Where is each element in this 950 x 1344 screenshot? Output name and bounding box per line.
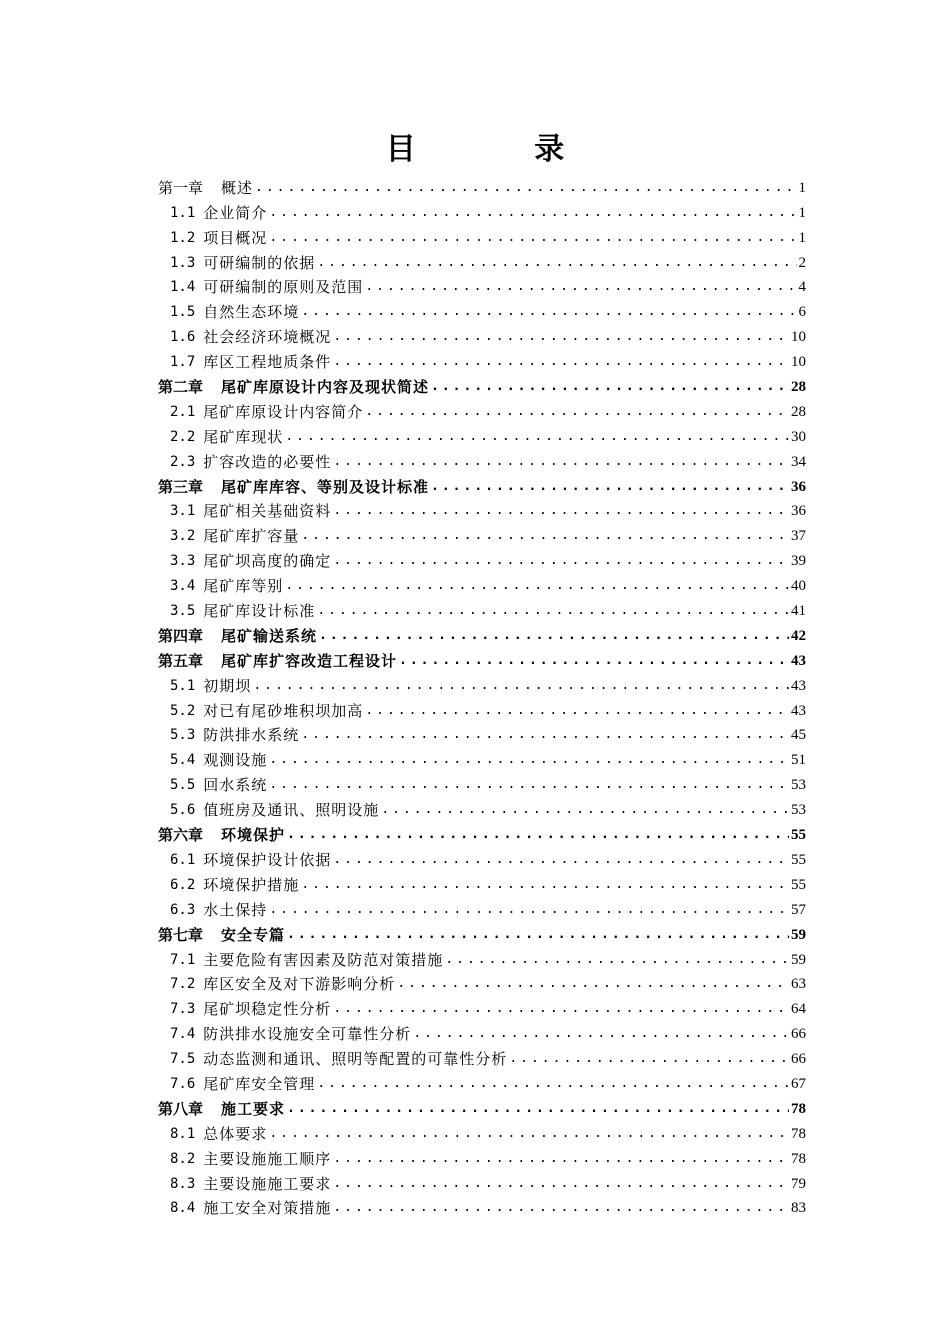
toc-entry-title: 主要危险有害因素及防范对策措施 <box>203 950 444 969</box>
toc-page-number: 59 <box>791 926 806 943</box>
toc-chapter-entry[interactable] <box>158 173 806 198</box>
toc-entry-title: 尾矿库等别 <box>203 577 284 596</box>
toc-page-number: 59 <box>791 951 806 968</box>
toc-entry-title: 自然生态环境 <box>203 303 300 322</box>
toc-section-entry[interactable] <box>158 1194 806 1219</box>
toc-page-number: 78 <box>791 1100 806 1117</box>
toc-section-entry[interactable] <box>158 1069 806 1094</box>
table-of-contents <box>158 173 806 1218</box>
toc-section-entry[interactable] <box>158 571 806 596</box>
toc-section-entry[interactable] <box>158 721 806 746</box>
toc-dot-leader <box>365 402 789 422</box>
toc-page-number: 43 <box>791 702 806 719</box>
toc-dot-leader <box>287 825 789 845</box>
toc-entry-number: 8.1 <box>170 1125 196 1142</box>
toc-entry-number: 7.3 <box>170 1001 196 1018</box>
toc-dot-leader <box>333 850 789 870</box>
toc-entry-title: 可研编制的原则及范围 <box>203 278 364 297</box>
toc-section-entry[interactable] <box>158 397 806 422</box>
toc-dot-leader <box>381 800 789 820</box>
toc-section-entry[interactable] <box>158 1044 806 1069</box>
toc-entry-number: 7.5 <box>170 1051 196 1068</box>
toc-entry-number: 1.4 <box>170 279 196 296</box>
toc-page-number: 28 <box>791 403 806 420</box>
toc-dot-leader <box>287 1099 789 1119</box>
toc-chapter-entry[interactable] <box>158 621 806 646</box>
toc-page-number: 10 <box>791 354 806 371</box>
toc-entry-title: 施工要求 <box>221 1099 286 1118</box>
toc-entry-title: 库区工程地质条件 <box>203 353 332 372</box>
toc-entry-number: 7.6 <box>170 1075 196 1092</box>
toc-entry-number: 1.5 <box>170 304 196 321</box>
toc-entry-number: 1.6 <box>170 329 196 346</box>
toc-dot-leader <box>431 377 789 397</box>
toc-page-number: 64 <box>791 1001 806 1018</box>
toc-dot-leader <box>269 900 789 920</box>
toc-section-entry[interactable] <box>158 497 806 522</box>
toc-chapter-entry[interactable] <box>158 472 806 497</box>
toc-dot-leader <box>333 551 789 571</box>
toc-entry-title: 环境保护设计依据 <box>203 850 332 869</box>
toc-entry-title: 安全专篇 <box>221 925 286 944</box>
toc-entry-number: 第五章 <box>158 651 204 670</box>
toc-dot-leader <box>333 1174 789 1194</box>
toc-page-number: 45 <box>791 727 806 744</box>
toc-chapter-entry[interactable] <box>158 1094 806 1119</box>
toc-page-number: 57 <box>791 901 806 918</box>
toc-entry-number: 5.1 <box>170 677 196 694</box>
toc-page-number: 37 <box>791 528 806 545</box>
toc-section-entry[interactable] <box>158 422 806 447</box>
toc-dot-leader <box>301 302 796 322</box>
toc-entry-number: 5.4 <box>170 752 196 769</box>
toc-section-entry[interactable] <box>158 1144 806 1169</box>
toc-section-entry[interactable] <box>158 273 806 298</box>
toc-dot-leader <box>509 1049 789 1069</box>
toc-entry-number: 第六章 <box>158 826 204 845</box>
toc-page-number: 4 <box>798 279 806 296</box>
toc-entry-title: 水土保持 <box>203 900 268 919</box>
toc-entry-number: 8.3 <box>170 1175 196 1192</box>
toc-entry-number: 1.3 <box>170 254 196 271</box>
toc-section-entry[interactable] <box>158 845 806 870</box>
toc-entry-title: 总体要求 <box>203 1124 268 1143</box>
toc-section-entry[interactable] <box>158 970 806 995</box>
toc-dot-leader <box>269 228 796 248</box>
toc-entry-number: 1.2 <box>170 229 196 246</box>
toc-entry-number: 3.4 <box>170 578 196 595</box>
toc-entry-number: 6.2 <box>170 876 196 893</box>
toc-section-entry[interactable] <box>158 945 806 970</box>
toc-entry-title: 扩容改造的必要性 <box>203 452 332 471</box>
toc-dot-leader <box>269 750 789 770</box>
toc-section-entry[interactable] <box>158 770 806 795</box>
page-title: 目 录 <box>385 132 619 167</box>
toc-dot-leader <box>333 1149 789 1169</box>
toc-dot-leader <box>445 950 789 970</box>
toc-entry-number: 5.5 <box>170 777 196 794</box>
toc-entry-title: 尾矿库扩容量 <box>203 527 300 546</box>
toc-entry-number: 第二章 <box>158 378 204 397</box>
toc-dot-leader <box>365 701 789 721</box>
toc-entry-title: 可研编制的依据 <box>203 253 316 272</box>
toc-page-number: 43 <box>791 652 806 669</box>
toc-entry-title: 尾矿库原设计内容及现状简述 <box>221 378 430 397</box>
toc-section-entry[interactable] <box>158 795 806 820</box>
toc-entry-title: 主要设施施工顺序 <box>203 1149 332 1168</box>
toc-page-number: 34 <box>791 453 806 470</box>
toc-page-number: 79 <box>791 1175 806 1192</box>
toc-section-entry[interactable] <box>158 521 806 546</box>
toc-entry-number: 7.4 <box>170 1026 196 1043</box>
toc-page-number: 43 <box>791 677 806 694</box>
toc-dot-leader <box>285 427 789 447</box>
toc-page-number: 78 <box>791 1150 806 1167</box>
toc-entry-title: 环境保护措施 <box>203 875 300 894</box>
toc-dot-leader <box>301 725 789 745</box>
toc-dot-leader <box>301 875 789 895</box>
toc-page-number: 53 <box>791 777 806 794</box>
toc-entry-title: 尾矿输送系统 <box>221 626 318 645</box>
toc-section-entry[interactable] <box>158 870 806 895</box>
toc-entry-title: 尾矿库现状 <box>203 427 284 446</box>
toc-page-number: 66 <box>791 1026 806 1043</box>
toc-dot-leader <box>333 327 789 347</box>
toc-page-number: 42 <box>791 627 806 644</box>
toc-dot-leader <box>397 974 789 994</box>
toc-entry-number: 2.3 <box>170 453 196 470</box>
toc-dot-leader <box>285 576 789 596</box>
toc-entry-number: 7.2 <box>170 976 196 993</box>
toc-page-number: 66 <box>791 1051 806 1068</box>
toc-dot-leader <box>333 352 789 372</box>
toc-entry-title: 初期坝 <box>203 676 252 695</box>
toc-entry-title: 概述 <box>221 178 254 197</box>
toc-entry-title: 观测设施 <box>203 751 268 770</box>
toc-page-number: 1 <box>798 204 806 221</box>
toc-entry-number: 第八章 <box>158 1099 204 1118</box>
toc-page-number: 63 <box>791 976 806 993</box>
toc-entry-number: 3.5 <box>170 603 196 620</box>
toc-dot-leader <box>413 1024 789 1044</box>
toc-section-entry[interactable] <box>158 696 806 721</box>
toc-dot-leader <box>301 526 789 546</box>
toc-dot-leader <box>319 626 789 646</box>
toc-dot-leader <box>253 676 789 696</box>
toc-page-number: 10 <box>791 329 806 346</box>
toc-page-number: 39 <box>791 553 806 570</box>
toc-dot-leader <box>287 925 789 945</box>
toc-section-entry[interactable] <box>158 198 806 223</box>
toc-page-number: 51 <box>791 752 806 769</box>
toc-page-number: 78 <box>791 1125 806 1142</box>
toc-dot-leader <box>317 1074 789 1094</box>
toc-section-entry[interactable] <box>158 297 806 322</box>
toc-section-entry[interactable] <box>158 994 806 1019</box>
toc-entry-title: 尾矿库扩容改造工程设计 <box>221 651 398 670</box>
toc-entry-number: 2.2 <box>170 428 196 445</box>
toc-entry-title: 库区安全及对下游影响分析 <box>203 975 396 994</box>
toc-dot-leader <box>269 775 789 795</box>
toc-entry-number: 6.3 <box>170 901 196 918</box>
toc-entry-number: 5.6 <box>170 802 196 819</box>
toc-section-entry[interactable] <box>158 671 806 696</box>
toc-entry-number: 1.1 <box>170 204 196 221</box>
toc-page-number: 6 <box>798 304 806 321</box>
toc-entry-number: 7.1 <box>170 951 196 968</box>
toc-page-number: 2 <box>798 254 806 271</box>
toc-entry-number: 8.2 <box>170 1150 196 1167</box>
toc-entry-number: 1.7 <box>170 354 196 371</box>
toc-section-entry[interactable] <box>158 322 806 347</box>
toc-dot-leader <box>255 178 796 198</box>
toc-entry-title: 尾矿库设计标准 <box>203 602 316 621</box>
toc-page-number: 30 <box>791 428 806 445</box>
toc-entry-title: 施工安全对策措施 <box>203 1199 332 1218</box>
toc-page-number: 36 <box>791 478 806 495</box>
toc-dot-leader <box>333 1198 789 1218</box>
toc-entry-title: 对已有尾砂堆积坝加高 <box>203 701 364 720</box>
toc-section-entry[interactable] <box>158 248 806 273</box>
toc-section-entry[interactable] <box>158 447 806 472</box>
toc-dot-leader <box>431 477 789 497</box>
toc-entry-title: 尾矿库安全管理 <box>203 1074 316 1093</box>
toc-chapter-entry[interactable] <box>158 820 806 845</box>
toc-dot-leader <box>333 501 789 521</box>
toc-page-number: 1 <box>798 229 806 246</box>
toc-section-entry[interactable] <box>158 745 806 770</box>
toc-entry-number: 3.2 <box>170 528 196 545</box>
toc-dot-leader <box>333 452 789 472</box>
toc-entry-number: 3.1 <box>170 503 196 520</box>
toc-entry-title: 尾矿坝稳定性分析 <box>203 1000 332 1019</box>
toc-entry-title: 防洪排水设施安全可靠性分析 <box>203 1025 412 1044</box>
toc-entry-title: 主要设施施工要求 <box>203 1174 332 1193</box>
toc-entry-title: 防洪排水系统 <box>203 726 300 745</box>
toc-section-entry[interactable] <box>158 223 806 248</box>
toc-entry-title: 尾矿库原设计内容简介 <box>203 402 364 421</box>
toc-dot-leader <box>317 253 796 273</box>
toc-entry-title: 值班房及通讯、照明设施 <box>203 801 380 820</box>
toc-page-number: 53 <box>791 802 806 819</box>
toc-entry-number: 3.3 <box>170 553 196 570</box>
toc-entry-number: 6.1 <box>170 851 196 868</box>
toc-entry-number: 8.4 <box>170 1200 196 1217</box>
toc-section-entry[interactable] <box>158 347 806 372</box>
toc-section-entry[interactable] <box>158 1119 806 1144</box>
toc-section-entry[interactable] <box>158 546 806 571</box>
toc-page-number: 36 <box>791 503 806 520</box>
toc-entry-number: 第一章 <box>158 178 204 197</box>
toc-entry-number: 第四章 <box>158 626 204 645</box>
toc-page-number: 1 <box>798 179 806 196</box>
toc-entry-title: 环境保护 <box>221 826 286 845</box>
toc-section-entry[interactable] <box>158 895 806 920</box>
toc-page-number: 40 <box>791 578 806 595</box>
toc-dot-leader <box>365 277 796 297</box>
toc-entry-title: 回水系统 <box>203 776 268 795</box>
toc-dot-leader <box>269 1124 789 1144</box>
toc-entry-title: 社会经济环境概况 <box>203 328 332 347</box>
toc-dot-leader <box>317 601 789 621</box>
toc-entry-title: 尾矿坝高度的确定 <box>203 552 332 571</box>
toc-entry-title: 动态监测和通讯、照明等配置的可靠性分析 <box>203 1050 508 1069</box>
toc-dot-leader <box>269 203 796 223</box>
toc-chapter-entry[interactable] <box>158 372 806 397</box>
toc-section-entry[interactable] <box>158 596 806 621</box>
toc-page-number: 28 <box>791 379 806 396</box>
toc-entry-number: 5.2 <box>170 702 196 719</box>
toc-section-entry[interactable] <box>158 1019 806 1044</box>
toc-dot-leader <box>399 651 789 671</box>
toc-section-entry[interactable] <box>158 1169 806 1194</box>
toc-page-number: 55 <box>791 827 806 844</box>
toc-entry-number: 第七章 <box>158 925 204 944</box>
toc-entry-title: 尾矿相关基础资料 <box>203 502 332 521</box>
toc-page-number: 55 <box>791 851 806 868</box>
toc-page-number: 67 <box>791 1075 806 1092</box>
toc-page-number: 41 <box>791 603 806 620</box>
toc-entry-number: 5.3 <box>170 727 196 744</box>
toc-page-number: 83 <box>791 1200 806 1217</box>
toc-entry-number: 第三章 <box>158 477 204 496</box>
toc-dot-leader <box>333 999 789 1019</box>
toc-page-number: 55 <box>791 876 806 893</box>
toc-entry-title: 企业简介 <box>203 203 268 222</box>
toc-entry-title: 尾矿库库容、等别及设计标准 <box>221 477 430 496</box>
toc-entry-number: 2.1 <box>170 403 196 420</box>
toc-entry-title: 项目概况 <box>203 228 268 247</box>
toc-chapter-entry[interactable] <box>158 646 806 671</box>
toc-chapter-entry[interactable] <box>158 920 806 945</box>
